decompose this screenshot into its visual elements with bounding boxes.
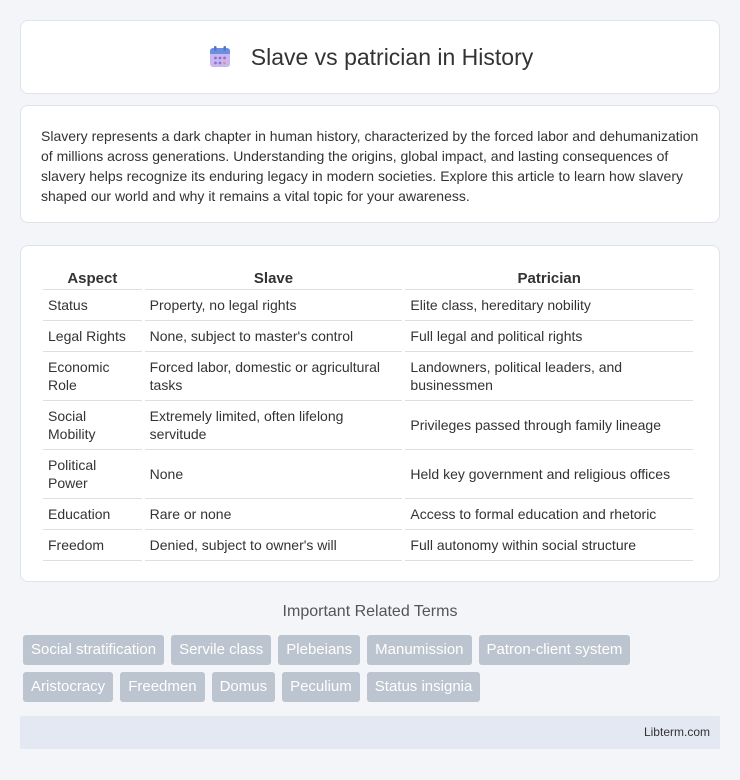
cell-patrician: Held key government and religious offices <box>405 450 693 499</box>
cell-patrician: Privileges passed through family lineage <box>405 401 693 450</box>
cell-patrician: Elite class, hereditary nobility <box>405 290 693 321</box>
header-patrician: Patrician <box>405 266 693 290</box>
calendar-icon <box>207 44 233 70</box>
cell-slave: None <box>145 450 403 499</box>
cell-aspect: Economic Role <box>43 352 142 401</box>
cell-slave: None, subject to master's control <box>145 321 403 352</box>
tag-link[interactable]: Plebeians <box>278 635 360 665</box>
intro-text: Slavery represents a dark chapter in human history, characterized by the forced labor and dehumanization of millions across generations. Understanding the origins, global impact, and lasting consequences of slavery helps recognize its enduring legacy in modern societies. Explore this article to learn how slavery shaped our world and why it remains a vital topic for your awareness. <box>41 128 699 204</box>
intro-card <box>20 105 720 223</box>
header-card <box>20 20 720 94</box>
tag-link[interactable]: Aristocracy <box>23 672 113 702</box>
related-terms-tags <box>23 635 723 709</box>
tag-link[interactable]: Freedmen <box>120 672 204 702</box>
tag-link[interactable]: Domus <box>212 672 276 702</box>
table-row <box>43 499 693 530</box>
table-row <box>43 321 693 352</box>
footer-site-link[interactable]: Libterm.com <box>643 725 710 739</box>
cell-aspect: Social Mobility <box>43 401 142 450</box>
comparison-table-card <box>20 245 720 582</box>
table-row <box>43 290 693 321</box>
table-row <box>43 401 693 450</box>
tag-link[interactable]: Manumission <box>367 635 471 665</box>
table-row <box>43 450 693 499</box>
cell-slave: Rare or none <box>145 499 403 530</box>
cell-slave: Extremely limited, often lifelong servitude <box>145 401 403 450</box>
tag-link[interactable]: Social stratification <box>23 635 164 665</box>
cell-patrician: Access to formal education and rhetoric <box>405 499 693 530</box>
comparison-table <box>40 266 696 561</box>
footer <box>20 716 720 749</box>
cell-slave: Forced labor, domestic or agricultural tasks <box>145 352 403 401</box>
tag-link[interactable]: Servile class <box>171 635 271 665</box>
cell-patrician: Landowners, political leaders, and businessmen <box>405 352 693 401</box>
table-header-row <box>43 266 693 290</box>
cell-aspect: Status <box>43 290 142 321</box>
cell-patrician: Full legal and political rights <box>405 321 693 352</box>
cell-aspect: Political Power <box>43 450 142 499</box>
cell-patrician: Full autonomy within social structure <box>405 530 693 561</box>
cell-aspect: Legal Rights <box>43 321 142 352</box>
cell-aspect: Freedom <box>43 530 142 561</box>
cell-slave: Property, no legal rights <box>145 290 403 321</box>
header-slave: Slave <box>145 266 403 290</box>
page-title: Slave vs patrician in History <box>250 43 534 70</box>
tag-link[interactable]: Status insignia <box>367 672 481 702</box>
table-row <box>43 352 693 401</box>
related-terms-title: Important Related Terms <box>282 603 458 620</box>
tag-link[interactable]: Patron-client system <box>479 635 631 665</box>
tag-link[interactable]: Peculium <box>282 672 360 702</box>
header-aspect: Aspect <box>43 266 142 290</box>
cell-aspect: Education <box>43 499 142 530</box>
table-row <box>43 530 693 561</box>
cell-slave: Denied, subject to owner's will <box>145 530 403 561</box>
